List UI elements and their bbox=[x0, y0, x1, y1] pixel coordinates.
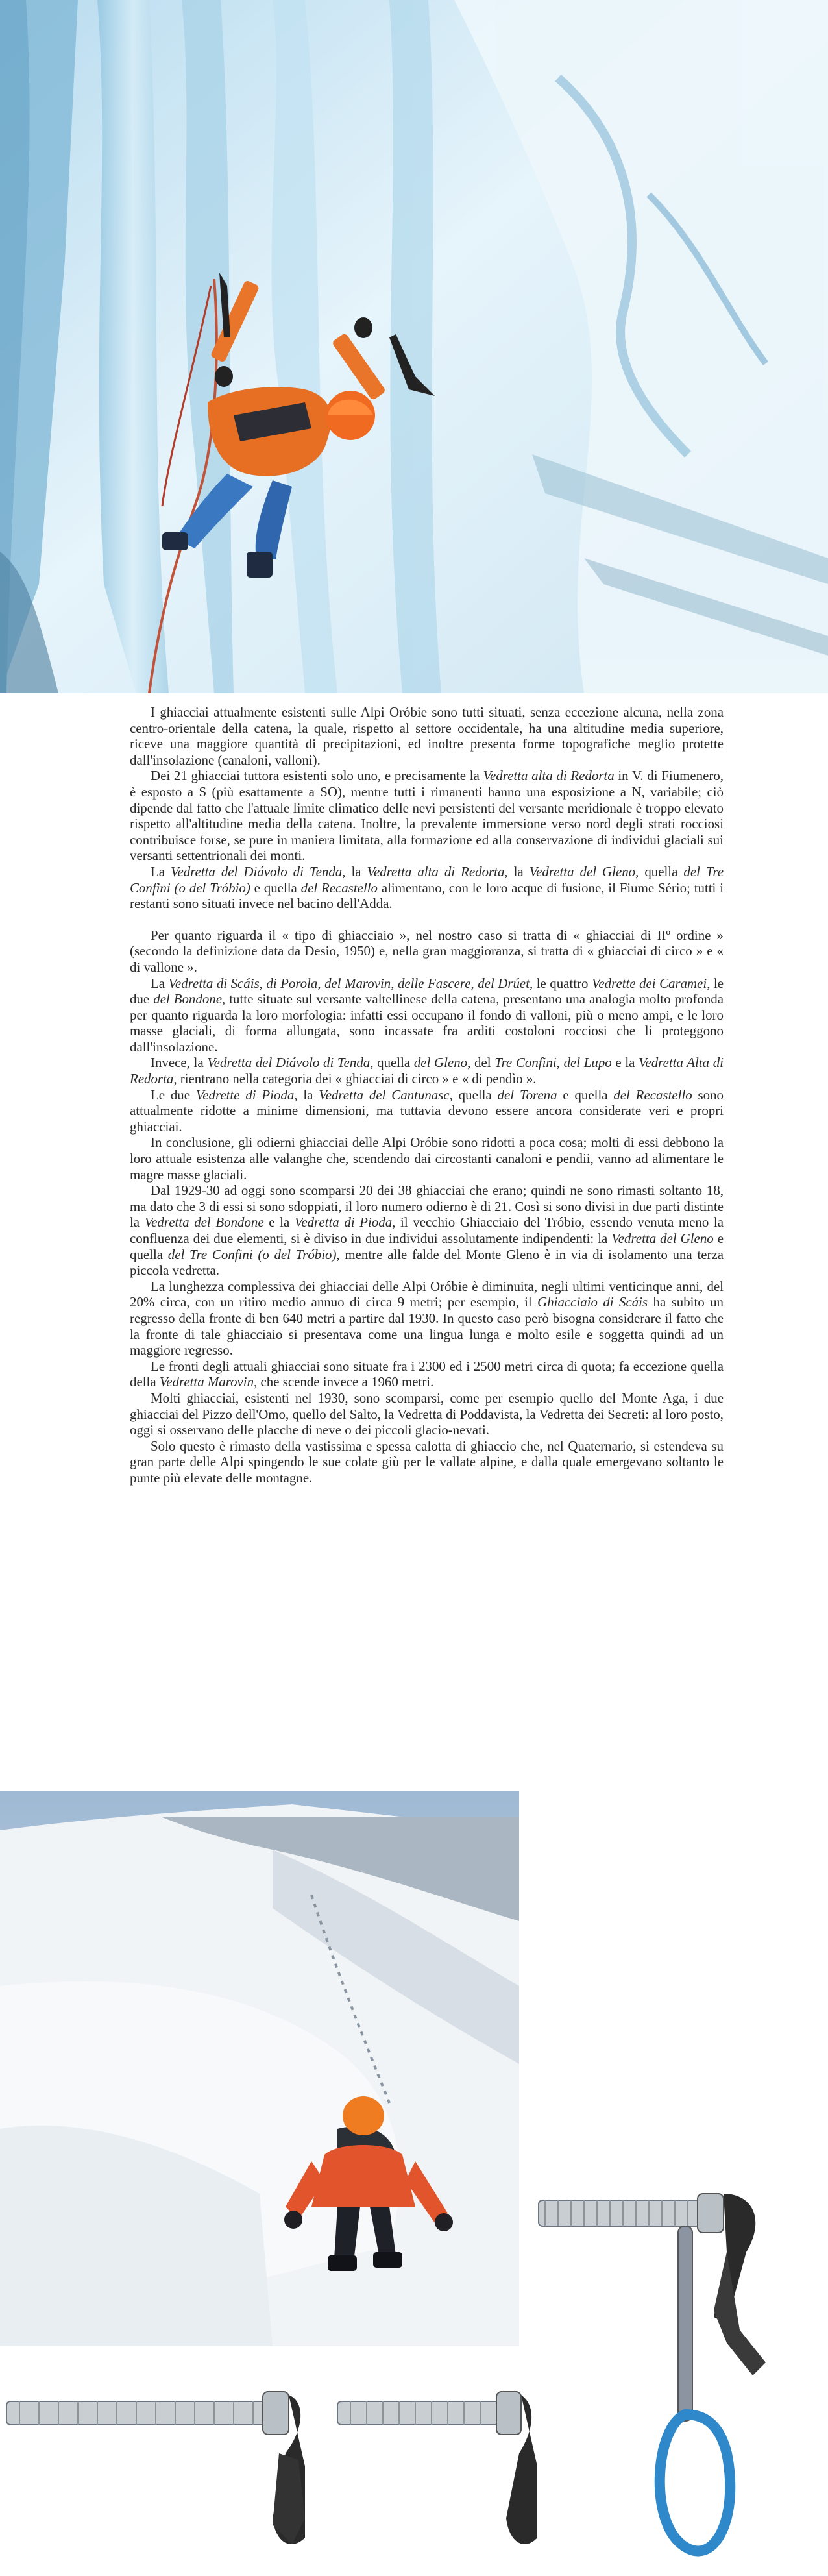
italic-term: Vedretta del Gleno bbox=[611, 1231, 714, 1246]
article-paragraph bbox=[130, 1390, 724, 1438]
italic-term: Vedretta del Bondone bbox=[144, 1214, 264, 1231]
paragraph-text: La bbox=[151, 975, 169, 991]
paragraph-text: sono attualmente ridotte a minime dimensioni, ma tuttavia devono essere ancora considerate veri e propri ghiacciai. bbox=[130, 1086, 724, 1135]
paragraph-text: , la bbox=[294, 1086, 319, 1103]
italic-term: Vedretta del Gleno bbox=[529, 863, 636, 879]
ice-climber-photo bbox=[0, 0, 828, 693]
article-paragraph bbox=[130, 1438, 724, 1486]
paragraph-text: e quella bbox=[250, 879, 301, 896]
italic-term: del Tre Confini (o del Tróbio) bbox=[167, 1246, 337, 1262]
paragraph-text: e quella bbox=[130, 1231, 724, 1262]
article-paragraph bbox=[130, 1358, 724, 1390]
italic-term: Vedretta di Scáis, di Porola, del Marovin, delle Fascere, del Drúet bbox=[168, 975, 530, 991]
paragraph-text: , quella bbox=[449, 1086, 498, 1103]
article-paragraph bbox=[130, 1183, 724, 1279]
paragraph-text: Invece, la bbox=[151, 1055, 208, 1071]
ice-screw-carabiner-photo bbox=[532, 2181, 828, 2576]
italic-term: Vedrette di Pioda bbox=[195, 1086, 295, 1103]
paragraph-text: Dal 1929-30 ad oggi sono scomparsi 20 dei 38 ghiacciai che erano; quindi ne sono rimasti soltanto 18, ma dato che 3 di essi si sono sdoppiati, il loro numero odierno è di 21. Così si sono divisi in due parti distinte la bbox=[130, 1183, 724, 1231]
paragraph-text: e la bbox=[263, 1214, 295, 1231]
italic-term: Vedretta di Pioda bbox=[294, 1214, 393, 1231]
article-paragraph bbox=[130, 1279, 724, 1358]
paragraph-text: , bbox=[556, 1055, 564, 1071]
paragraph-text: e la bbox=[611, 1055, 639, 1071]
paragraph-text: Le due bbox=[151, 1086, 196, 1103]
italic-term: Vedretta alta di Redorta bbox=[367, 863, 505, 879]
mountaineer-photo bbox=[0, 1791, 519, 2346]
paragraph-text: La bbox=[151, 863, 171, 879]
paragraph-text: alimentano, con le loro acque di fusione, il Fiume Sério; tutti i restanti sono situati invece nel bacino dell'Adda. bbox=[130, 879, 724, 912]
paragraph-text: , la bbox=[342, 863, 367, 879]
paragraph-text: e quella bbox=[557, 1086, 614, 1103]
paragraph-text: , il vecchio Ghiacciaio del Tróbio, essendo venuta meno la confluenza dei due elementi, si è diviso in due individui assolutamente indipendenti: la bbox=[130, 1214, 724, 1246]
italic-term: Vedretta alta di Redorta bbox=[483, 768, 615, 784]
article-text bbox=[130, 704, 724, 1778]
article-paragraph bbox=[130, 864, 724, 912]
italic-term: Tre Confini bbox=[494, 1055, 557, 1071]
ice-screw-photo-middle bbox=[331, 2356, 539, 2576]
italic-term: del Bondone bbox=[153, 991, 222, 1007]
paragraph-text: , mentre alle falde del Monte Gleno è in via di isolamento una terza piccola vedretta. bbox=[130, 1246, 724, 1279]
article-paragraph bbox=[130, 975, 724, 1055]
article-paragraph bbox=[130, 927, 724, 975]
paragraph-text: Molti ghiacciai, esistenti nel 1930, sono scomparsi, come per esempio quello del Monte Aga, i due ghiacciai del Pizzo dell'Omo, quello del Salto, la Vedretta di Poddavista, la Vedretta dei Secreti: al loro posto, oggi si osservano delle placche di neve o dei piccoli glacio-nevati. bbox=[130, 1390, 724, 1438]
paragraph-text: I ghiacciai attualmente esistenti sulle Alpi Oróbie sono tutti situati, senza eccezione alcuna, nella zona centro-orientale della catena, la quale, rispetto al settore occidentale, ha una altitudine media superiore, riceve una maggiore quantità di precipitazioni, ed inoltre presenta forme topografiche meglio protette dall'insolazione (canaloni, valloni). bbox=[130, 704, 724, 768]
paragraph-text: in V. di Fiumenero, è esposto a S (più esattamente a SO), mentre tutti i rimanenti hanno una esposizione a N, variabile; ciò dipende dal fatto che l'attuale limite climatico delle nevi persistenti del versante meridionale è troppo elevato rispetto all'altitudine media della catena. Inoltre, la prevalente immersione verso nord degli strati rocciosi contribuisce forse, se pure in maniera limitata, alla formazione ed alla conservazione di individui glaciali sui versanti settentrionali dei monti. bbox=[130, 768, 724, 864]
ice-screw-photo bbox=[0, 2356, 305, 2576]
paragraph-text: Le fronti degli attuali ghiacciai sono situate fra i 2300 ed i 2500 metri circa di quota; fa eccezione quella della bbox=[130, 1358, 724, 1390]
article-paragraph bbox=[130, 1135, 724, 1183]
paragraph-text: Dei 21 ghiacciai tuttora esistenti solo uno, e precisamente la bbox=[151, 768, 483, 784]
article-paragraph bbox=[130, 1087, 724, 1135]
italic-term: Vedretta Marovin bbox=[159, 1374, 254, 1390]
paragraph-text: , quella bbox=[370, 1055, 414, 1071]
paragraph-text: In conclusione, gli odierni ghiacciai delle Alpi Oróbie sono ridotti a poca cosa; molti di essi debbono la loro attuale esistenza alle valanghe che, scendendo dai circostanti canaloni e pendii, vanno ad alimentare le magre masse glaciali. bbox=[130, 1135, 724, 1183]
paragraph-text: , rientrano nella categoria dei « ghiacciai di circo » e « di pendìo ». bbox=[173, 1071, 537, 1087]
italic-term: Ghiacciaio di Scáis bbox=[537, 1294, 648, 1310]
paragraph-text: , la bbox=[504, 863, 530, 879]
paragraph-text: , le due bbox=[130, 975, 724, 1007]
paragraph-text: , tutte situate sul versante valtellinese della catena, presentano una analogia molto profonda per quanto riguarda la loro morfologia: infatti essi occupano il fondo di valloni, più o meno ampi, e le loro masse glaciali, di forma allungata, sono incassate fra arditi costoloni rocciosi che li proteggono dall'insolazione. bbox=[130, 991, 724, 1055]
italic-term: Vedretta del Cantunasc bbox=[319, 1086, 450, 1103]
paragraph-text: , le quattro bbox=[530, 975, 592, 991]
paragraph-text: Per quanto riguarda il « tipo di ghiacciaio », nel nostro caso si tratta di « ghiacciai di IIº ordine » (secondo la definizione data da Desio, 1950) e, nella gran maggioranza, si tratta di « ghiacciai di circo » e « di vallone ». bbox=[130, 927, 724, 975]
paragraph-text: , che scende invece a 1960 metri. bbox=[254, 1374, 434, 1390]
italic-term: del Tre Confini (o del Tróbio) bbox=[130, 863, 724, 896]
article-paragraph bbox=[130, 768, 724, 864]
article-paragraph bbox=[130, 704, 724, 768]
italic-term: Vedretta del Diávolo di Tenda bbox=[207, 1055, 371, 1071]
italic-term: del Lupo bbox=[563, 1055, 612, 1071]
italic-term: del Gleno bbox=[413, 1055, 468, 1071]
article-paragraph bbox=[130, 1055, 724, 1086]
paragraph-text: , del bbox=[467, 1055, 495, 1071]
italic-term: Vedrette dei Caramei bbox=[591, 975, 707, 991]
italic-term: Vedretta Alta di Redorta bbox=[130, 1055, 724, 1087]
paragraph-text: ha subito un regresso della fronte di ben 640 metri a partire dal 1930. In questo caso però bisogna considerare il fatto che la fronte di tale ghiacciaio si presentava come una lingua lunga e molto esile e soggetta quindi ad un maggiore regresso. bbox=[130, 1294, 724, 1358]
italic-term: Vedretta del Diávolo di Tenda bbox=[171, 863, 343, 879]
italic-term: del Torena bbox=[497, 1086, 557, 1103]
paragraph-text: , quella bbox=[635, 863, 684, 879]
italic-term: del Recastello bbox=[613, 1086, 692, 1103]
paragraph-text: La lunghezza complessiva dei ghiacciai delle Alpi Oróbie è diminuita, negli ultimi venticinque anni, del 20% circa, con un ritiro medio annuo di circa 9 metri; per esempio, il bbox=[130, 1278, 724, 1310]
italic-term: del Recastello bbox=[300, 879, 378, 896]
paragraph-text: Solo questo è rimasto della vastissima e spessa calotta di ghiaccio che, nel Quaternario, si estendeva su gran parte delle Alpi spingendo le sue colate giù per le vallate alpine, e dalla quale emergevano soltanto le punte più elevate delle montagne. bbox=[130, 1438, 724, 1486]
